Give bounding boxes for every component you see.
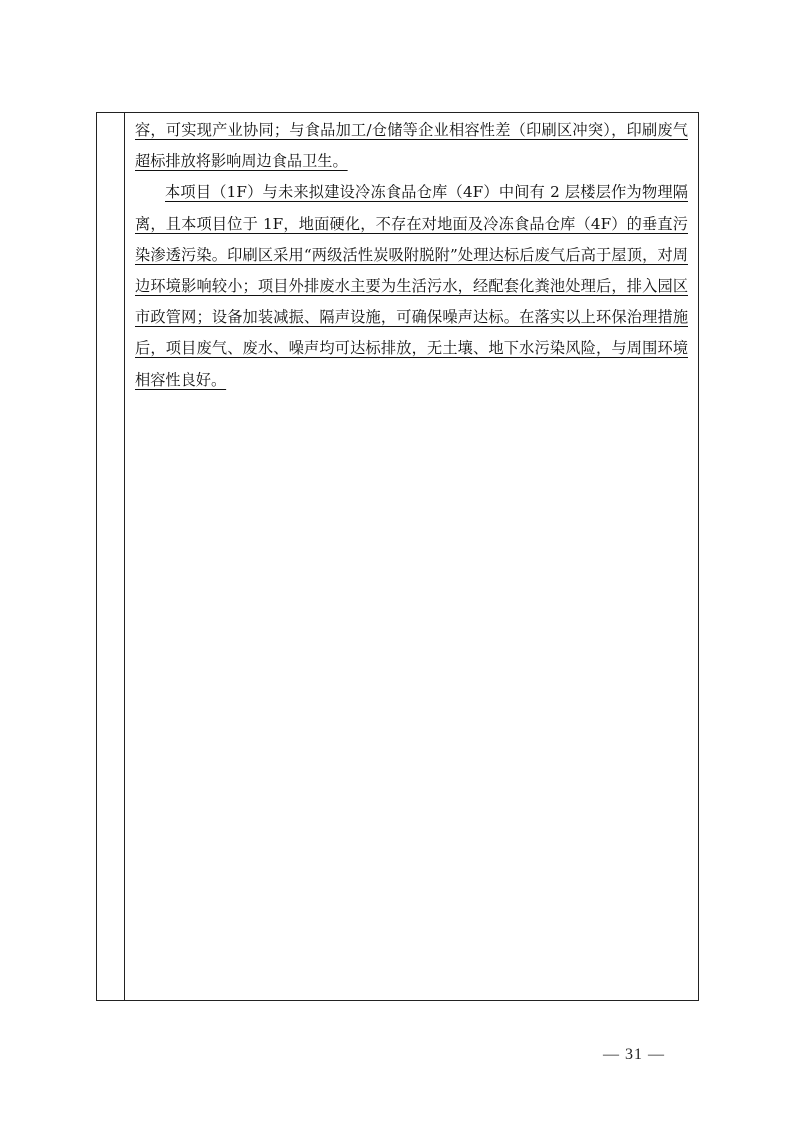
- paragraph-continuation: 容，可实现产业协同；与食品加工/仓储等企业相容性差（印刷区冲突），印刷废气超标排放将影响周边食品卫生。: [135, 121, 688, 171]
- table-left-column: [97, 113, 125, 1000]
- paragraph-compatibility-analysis: 本项目（1F）与未来拟建设冷冻食品仓库（4F）中间有 2 层楼层作为物理隔离，且本项目位于 1F，地面硬化，不存在对地面及冷冻食品仓库（4F）的垂直污染渗透污染。印刷区采用“两级活性炭吸附脱附”处理达标后废气后高于屋顶，对周边环境影响较小；项目外排废水主要为生活污水，经配套化粪池处理后，排入园区市政管网；设备加装减振、隔声设施，可确保噪声达标。在落实以上环保治理措施后，项目废气、废水、噪声均可达标排放，无土壤、地下水污染风险，与周围环境相容性良好。: [135, 183, 688, 389]
- page-number: — 31 —: [603, 1046, 665, 1063]
- table-content-cell: [125, 113, 698, 1000]
- content-table: [96, 112, 699, 1001]
